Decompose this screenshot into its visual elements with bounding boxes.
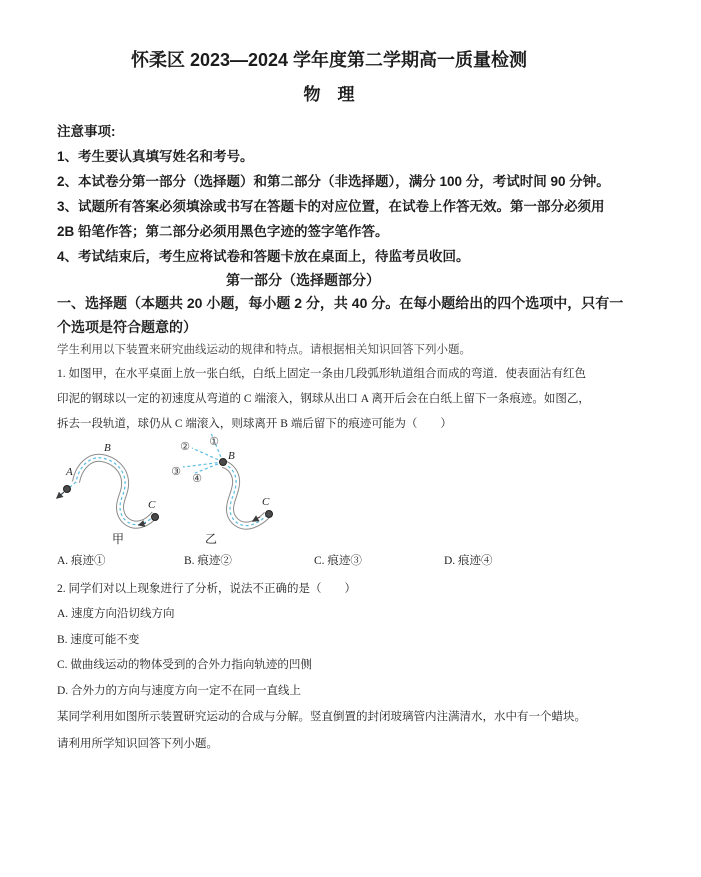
q2-stem: 2. 同学们对以上现象进行了分析，说法不正确的是（ ） <box>57 583 356 595</box>
trace-number-3: ③ <box>171 466 181 478</box>
caption-left: 甲 <box>112 532 125 546</box>
notice-item-1: 1、考生要认真填写姓名和考号。 <box>57 149 254 164</box>
track-tube-left-inner <box>76 458 155 525</box>
notice-heading: 注意事项: <box>57 124 116 139</box>
next-setup-line2: 请利用所学知识回答下列小题。 <box>57 738 218 750</box>
label-b-left: B <box>104 442 111 454</box>
trace-ray-4 <box>195 462 223 473</box>
choice-section-intro-line2: 个选项是符合题意的） <box>57 319 197 335</box>
notice-item-3: 3、试题所有答案必须填涂或书写在答题卡的对应位置，在试卷上作答无效。第一部分必须用 <box>57 199 605 214</box>
steel-ball-entry-left <box>152 514 159 521</box>
label-c-left: C <box>148 499 156 511</box>
q2-option-a: A. 速度方向沿切线方向 <box>57 608 175 620</box>
trace-number-2: ② <box>180 441 190 453</box>
label-c-right: C <box>262 496 270 508</box>
q1-stem-line1: 1. 如图甲，在水平桌面上放一张白纸，白纸上固定一条由几段弧形轨道组合而成的弯道．使表面沾有红色 <box>57 368 586 380</box>
q2-option-b: B. 速度可能不变 <box>57 633 140 646</box>
q2-option-d: D. 合外力的方向与速度方向一定不在同一直线上 <box>57 684 302 697</box>
track-right-group <box>171 433 272 546</box>
next-setup-line1: 某同学利用如图所示装置研究运动的合成与分解。竖直倒置的封闭玻璃管内注满清水，水中有一个蜡块。 <box>57 711 586 723</box>
part1-heading: 第一部分（选择题部分） <box>226 272 380 288</box>
notice-item-4: 4、考试结束后，考生应将试卷和答题卡放在桌面上，待监考员收回。 <box>57 249 470 264</box>
q1-option-a: A. 痕迹① <box>57 555 106 567</box>
q1-option-c: C. 痕迹③ <box>314 555 362 567</box>
trace-number-4: ④ <box>192 473 202 485</box>
q1-options-row <box>57 549 645 574</box>
q1-stem-line2: 印泥的钢球以一定的初速度从弯道的 C 端滚入，钢球从出口 A 离开后会在白纸上留下一条痕迹。如图乙， <box>57 393 590 405</box>
q1-stem-line3: 拆去一段轨道，球仍从 C 端滚入，则球离开 B 端后留下的痕迹可能为（ ） <box>57 418 452 430</box>
steel-ball-exit-right <box>220 459 227 466</box>
subject-title: 物 理 <box>303 85 355 104</box>
trace-number-1: ① <box>209 436 219 448</box>
notice-item-3-continued: 2B 铅笔作答；第二部分必须用黑色字迹的签字笔作答。 <box>57 224 389 239</box>
q1-figure <box>40 431 386 549</box>
exit-velocity-arrow-left <box>57 492 64 498</box>
label-a-left: A <box>66 466 73 478</box>
exam-title: 怀柔区 2023—2024 学年度第二学期高一质量检测 <box>130 50 528 70</box>
caption-right: 乙 <box>205 532 218 546</box>
q2-option-c: C. 做曲线运动的物体受到的合外力指向轨迹的凹侧 <box>57 659 312 671</box>
track-left-group <box>57 442 159 546</box>
label-b-right: B <box>228 450 235 462</box>
choice-section-intro-line1: 一、选择题（本题共 20 小题，每小题 2 分，共 40 分。在每小题给出的四个选项中，只有一 <box>57 295 624 311</box>
q1-preamble: 学生利用以下装置来研究曲线运动的规律和特点。请根据相关知识回答下列小题。 <box>57 344 471 356</box>
steel-ball-entry-right <box>266 511 273 518</box>
steel-ball-exited-left <box>64 486 71 493</box>
track-figure-svg <box>40 431 386 549</box>
notice-item-2: 2、本试卷分第一部分（选择题）和第二部分（非选择题），满分 100 分，考试时间 90 分钟。 <box>57 174 610 189</box>
q1-option-b: B. 痕迹② <box>184 555 232 567</box>
q1-option-d: D. 痕迹④ <box>444 555 493 567</box>
